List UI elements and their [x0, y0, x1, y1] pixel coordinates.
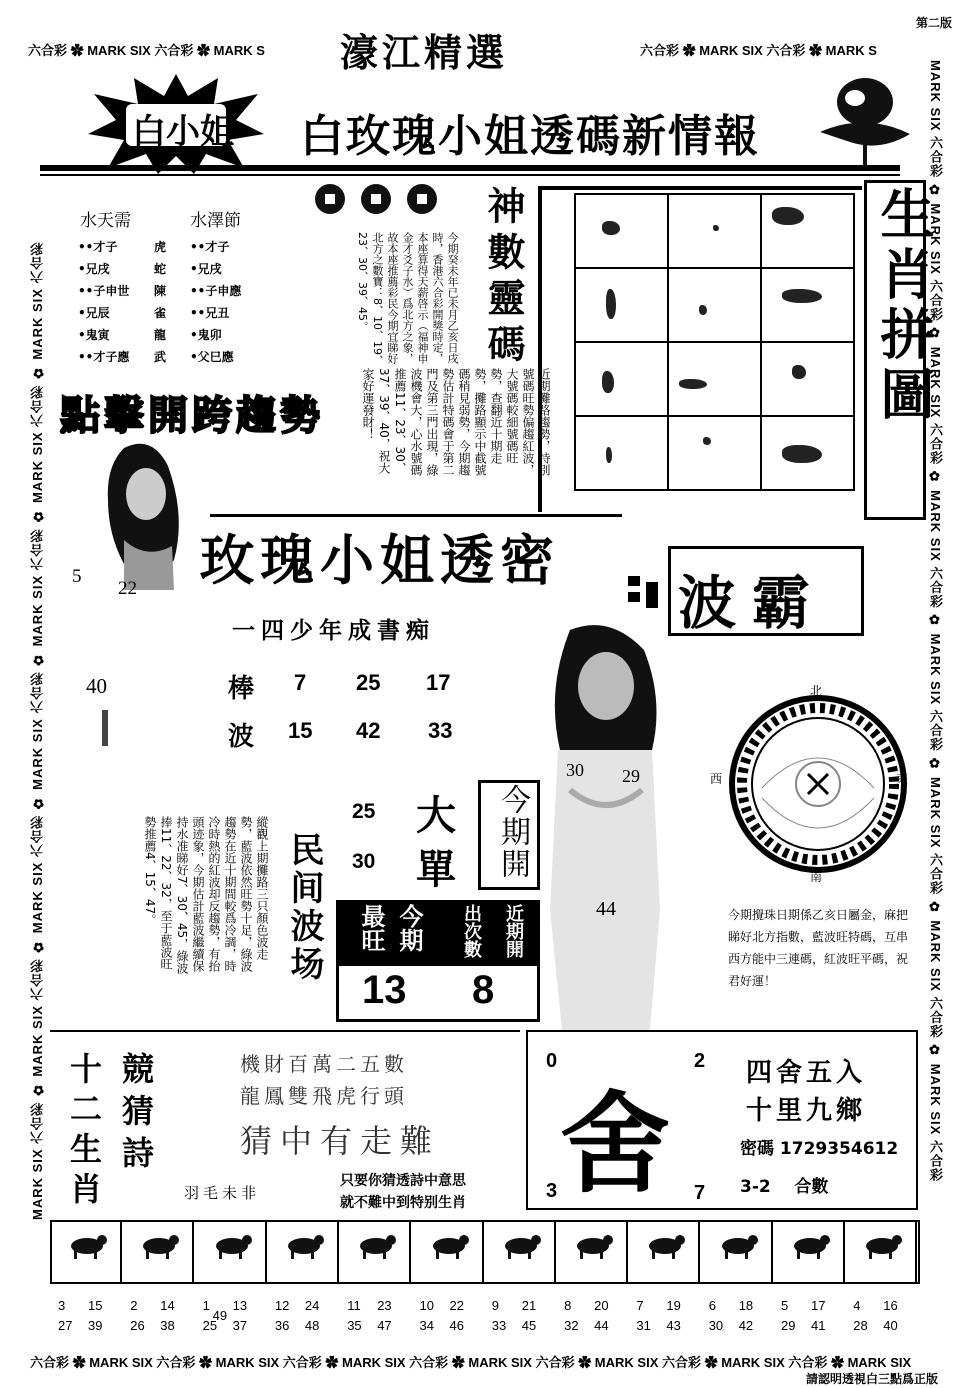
- zodiac-number: 24: [304, 1298, 320, 1313]
- zodiac-number: 1: [202, 1298, 210, 1313]
- zodiac-animal-icon: [717, 1230, 759, 1260]
- zodiac-animal-icon: [283, 1230, 325, 1260]
- zodiac-number: 29: [781, 1318, 796, 1333]
- zodiac-number: 5: [781, 1298, 789, 1313]
- zodiac-number: 35: [347, 1318, 362, 1333]
- zodiac-animal-icon: [355, 1230, 397, 1260]
- poem-mid-char: 詩: [122, 1134, 155, 1172]
- zodiac-cell: [775, 1222, 845, 1282]
- photo-number-30: 30: [566, 760, 584, 780]
- poem-hint-2: 就不難中到特别生肖: [340, 1195, 466, 1211]
- left-side-strip: MARK SIX 六合彩 ✿ MARK SIX 六合彩 ✿ MARK SIX 六合彩 ✿ MARK SIX 六合彩 ✿ MARK SIX 六合彩 ✿ MARK SIX 六合彩 ✿ MARK SIX 六合彩: [30, 241, 45, 1220]
- zodiac-animal-icon: [789, 1230, 831, 1260]
- stat-13: 13: [362, 968, 407, 1012]
- zodiac-number: 34: [419, 1318, 434, 1333]
- hexagram-animal: 雀: [154, 306, 167, 320]
- hexagram-animal: 蛇: [154, 262, 167, 276]
- zodiac-cell: [197, 1222, 267, 1282]
- zodiac-number: 7: [636, 1298, 644, 1313]
- poem-hint-1: 只要你猜透詩中意思: [340, 1173, 466, 1189]
- banner-rule: [210, 514, 622, 517]
- poem-mid-char: 競: [122, 1050, 155, 1088]
- zodiac-number: 18: [738, 1298, 754, 1313]
- grid-cell: [575, 194, 668, 268]
- zodiac-animal-icon: [500, 1230, 542, 1260]
- riddle-number-40: 40: [86, 674, 107, 698]
- zodiac-number: 45: [521, 1318, 537, 1333]
- bang-label: 棒: [228, 674, 255, 704]
- zodiac-number: 43: [666, 1318, 681, 1333]
- woman-photo-center: [540, 620, 670, 1030]
- grid-cell: [761, 194, 854, 268]
- zodiac-cell: [269, 1222, 339, 1282]
- she-number-3: 3: [546, 1180, 558, 1202]
- compass-icon: [722, 688, 914, 880]
- zodiac-animal-icon: [572, 1230, 614, 1260]
- zodiac-number: 8: [564, 1298, 572, 1313]
- zodiac-cell: [414, 1222, 484, 1282]
- hexagram-right-title: 水澤節: [190, 211, 241, 231]
- subtitle: 白玫瑰小姐透碼新情報: [300, 111, 760, 162]
- zodiac-cell: [703, 1222, 773, 1282]
- jin-qi-label: 今期: [395, 904, 424, 952]
- hexagram-line: •兄戌: [78, 262, 110, 276]
- zui-wang-label: 最旺: [357, 904, 386, 952]
- da-label: 大: [416, 792, 456, 839]
- hexagram-animal: 武: [154, 350, 167, 364]
- zodiac-number: 15: [88, 1298, 103, 1313]
- grid-cell: [761, 268, 854, 342]
- zodiac-number: 14: [160, 1298, 175, 1313]
- zodiac-animal-icon: [428, 1230, 470, 1260]
- folk-number-25: 25: [352, 800, 376, 823]
- zodiac-cell: [558, 1222, 628, 1282]
- zodiac-number: 2: [130, 1298, 138, 1313]
- zodiac-animal-icon: [138, 1230, 180, 1260]
- zodiac-number: 41: [811, 1318, 826, 1333]
- zodiac-number: 16: [883, 1298, 898, 1313]
- hexagram-line: •鬼寅: [78, 328, 110, 342]
- folk-title: 民间波场: [284, 832, 324, 984]
- zodiac-animal-icon: [66, 1230, 108, 1260]
- zodiac-number: 49: [212, 1308, 228, 1323]
- hexagram-animal: 龍: [154, 328, 167, 342]
- grid-cell: [668, 268, 761, 342]
- zodiac-number: 32: [564, 1318, 579, 1333]
- footer-strip: 六合彩 ✿ MARK SIX 六合彩 ✿ MARK SIX 六合彩 ✿ MARK SIX 六合彩 ✿ MARK SIX 六合彩 ✿ MARK SIX 六合彩 ✿ MARK SIX 六合彩 ✿ MARK SIX: [30, 1355, 912, 1370]
- recent-open-label: 近期開: [503, 904, 524, 958]
- hexagram-line: ••子申世: [78, 284, 130, 298]
- bang-number: 17: [426, 670, 451, 695]
- she-number-2: 2: [694, 1050, 706, 1072]
- zodiac-number: 9: [491, 1298, 500, 1313]
- woman-photo-left: [94, 440, 194, 590]
- she-character: 舍: [560, 1079, 670, 1208]
- zodiac-puzzle-title: 生肖拼圖: [872, 186, 936, 426]
- zodiac-number: 42: [738, 1318, 754, 1333]
- trend-title: 點擊開跨趨勢: [60, 392, 324, 439]
- dan-label: 單: [416, 846, 456, 893]
- zodiac-cell: [124, 1222, 194, 1282]
- rose-banner-text: 玫瑰小姐透密: [200, 528, 560, 592]
- zodiac-number: 39: [88, 1318, 103, 1333]
- zodiac-number: 4: [853, 1298, 861, 1313]
- she-phrase-2: 十里九鄉: [746, 1096, 867, 1126]
- page-title: 濠江精選: [340, 30, 509, 75]
- riddle-mark: [102, 710, 108, 746]
- zodiac-cell: [486, 1222, 556, 1282]
- grid-cell: [575, 268, 668, 342]
- poem-line-2: 龍鳳雙飛虎行頭: [240, 1084, 408, 1108]
- zodiac-number: 13: [232, 1298, 248, 1313]
- bang-number: 25: [356, 670, 381, 695]
- hexagram-line: •父巳應: [190, 350, 234, 364]
- shenshu-title: 神數靈碼: [481, 186, 526, 370]
- photo-number-29: 29: [622, 766, 640, 786]
- bang-number: 7: [294, 670, 307, 695]
- compass-note: 今期攪珠日期係乙亥日屬金，麻把睇好北方指數，藍波旺特碼，互串西方能中三連碼，紅波旺平碼，祝君好運！: [728, 908, 909, 988]
- zodiac-number: 23: [377, 1298, 392, 1313]
- banner-number-22: 22: [118, 578, 137, 599]
- zodiac-number: 48: [304, 1318, 320, 1333]
- zodiac-number: 3: [58, 1298, 66, 1313]
- zodiac-number: 6: [708, 1298, 716, 1313]
- zodiac-number: 38: [160, 1318, 175, 1333]
- zodiac-number: 30: [708, 1318, 724, 1333]
- zodiac-number: 47: [377, 1318, 392, 1333]
- header-rule: [40, 165, 900, 171]
- zodiac-number: 22: [449, 1298, 464, 1313]
- poem-line-4: 羽毛未非: [184, 1184, 261, 1202]
- she-code: 密碼 1729354612: [740, 1139, 899, 1159]
- shenshu-text: 今期癸未年已未月乙亥日戌時，香港六合彩開獎時定，本座算得天薪啓示（福神申金才爻子水）爲北方之象，故本座推薦彩民今期宜睇好北方之數寶：8、10、19、23、30、39、45。: [356, 232, 459, 366]
- zodiac-animal-icon: [861, 1230, 903, 1260]
- folk-text: 縱觀上期攤路三只顏色波走勢，藍波依然旺勢十足，綠波趨勢在近十期間較爲冷調，時冷時熱的紅波却反趨勢，有抬頭迹象，今期估計藍波繼續保持水准睇好7、30、45，綠波捧11、22、32，至于藍波旺勢推薦4、15、47。: [143, 816, 269, 975]
- chu-ci-shu-label: 出次數: [461, 904, 482, 958]
- poem-mid-char: 猜: [122, 1092, 155, 1130]
- she-number-0: 0: [546, 1050, 558, 1072]
- right-side-strip: MARK SIX 六合彩 ✿ MARK SIX 六合彩 ✿ MARK SIX 六合彩 ✿ MARK SIX 六合彩 ✿ MARK SIX 六合彩 ✿ MARK SIX 六合彩 ✿ MARK SIX 六合彩 ✿ MARK SIX 六合彩: [928, 60, 943, 1182]
- zodiac-number: 40: [883, 1318, 898, 1333]
- zodiac-number: 11: [347, 1298, 361, 1313]
- poem-left-char: 二: [70, 1090, 103, 1128]
- zodiac-cell: [341, 1222, 411, 1282]
- grid-cell: [761, 416, 854, 490]
- hexagram-line: ••才子: [190, 240, 230, 254]
- poem-left-char: 肖: [70, 1170, 103, 1208]
- hexagram-left-title: 水天需: [80, 211, 131, 231]
- zodiac-number: 19: [666, 1298, 681, 1313]
- coins-icon: [312, 182, 440, 220]
- compass-north: 北: [810, 684, 823, 698]
- photo-number-44: 44: [596, 898, 616, 920]
- zodiac-number: 44: [594, 1318, 609, 1333]
- badge-text: 白小姐: [132, 112, 234, 152]
- hexagram-line: ••才子: [78, 240, 118, 254]
- rose-icon: [810, 72, 920, 172]
- hexagram-line: •兄戌: [190, 262, 222, 276]
- compass-west: 西: [710, 772, 723, 786]
- grid-cell: [668, 194, 761, 268]
- grid-cell: [668, 416, 761, 490]
- zodiac-animal-icon: [644, 1230, 686, 1260]
- bo-number: 42: [356, 718, 381, 743]
- zodiac-animal-icon: [211, 1230, 253, 1260]
- header-rule-thin: [40, 174, 900, 176]
- zodiac-number: 26: [130, 1318, 145, 1333]
- trend-text: 近期攤路趨勢，特別號碼旺勢偏趨紅波，大號碼較細號碼旺勢，查翻近十期走勢，攤路顯示中截號碼稍見弱勢，今期趨勢估計特碼會于第二門及第三門出現，綠波機會大，心水號碼推薦11、23、30、37、39、40，祝大家好運發財！: [361, 368, 551, 476]
- zodiac-number: 37: [232, 1318, 248, 1333]
- header-strip-right: 六合彩 ✿ MARK SIX 六合彩 ✿ MARK S: [640, 43, 877, 58]
- grid-cell: [575, 416, 668, 490]
- compass-south: 南: [810, 870, 823, 884]
- badge-burst: [88, 74, 264, 174]
- page-tag: 第二版: [915, 16, 952, 30]
- zodiac-grid: [574, 193, 855, 491]
- hexagram-line: ••才子應: [78, 350, 130, 364]
- bo-number: 15: [288, 718, 313, 743]
- hexagram-line: ••子申應: [190, 284, 242, 298]
- boba-mark: [626, 572, 668, 614]
- section-rule: [50, 1030, 520, 1032]
- hexagram-line: •兄辰: [78, 306, 110, 320]
- zodiac-number: 10: [419, 1298, 434, 1313]
- poem-line-3: 猜中有走難: [240, 1122, 441, 1160]
- hexagram-line: •鬼卯: [190, 328, 222, 342]
- zodiac-cell: [52, 1222, 122, 1282]
- zodiac-number: 33: [491, 1318, 507, 1333]
- hexagram-animal: 虎: [154, 240, 167, 254]
- compass-wheel: [722, 688, 914, 880]
- compass-east: 東: [896, 772, 909, 786]
- grid-cell: [575, 342, 668, 416]
- riddle-line: 一四少年成書痴: [232, 617, 435, 644]
- zodiac-number: 20: [594, 1298, 609, 1313]
- zodiac-number: 31: [636, 1318, 651, 1333]
- hexagram-animal: 陳: [154, 284, 167, 298]
- bo-number: 33: [428, 718, 453, 743]
- she-heshu: 3-2 合數: [740, 1177, 829, 1197]
- footer-note: 請認明透視白三點爲正版: [805, 1372, 938, 1386]
- zodiac-number: 12: [274, 1298, 290, 1313]
- zodiac-number: 27: [58, 1318, 73, 1333]
- hexagram-line: ••兄丑: [190, 306, 230, 320]
- grid-cell: [668, 342, 761, 416]
- banner-number-5: 5: [72, 566, 82, 587]
- header-strip-left: 六合彩 ✿ MARK SIX 六合彩 ✿ MARK S: [28, 43, 265, 58]
- zodiac-number: 46: [449, 1318, 464, 1333]
- zodiac-number: 36: [274, 1318, 290, 1333]
- poem-line-1: 機財百萬二五數: [240, 1052, 408, 1076]
- poem-left-char: 十: [70, 1050, 103, 1088]
- boba-title: 波霸: [678, 569, 827, 637]
- zodiac-number: 17: [811, 1298, 826, 1313]
- jinqi-label: 今期開: [495, 784, 530, 880]
- she-number-7: 7: [694, 1182, 706, 1204]
- stat-8: 8: [472, 968, 495, 1012]
- poem-left-char: 生: [70, 1130, 103, 1168]
- zodiac-number: 21: [521, 1298, 537, 1313]
- folk-number-30: 30: [352, 850, 376, 873]
- zodiac-number: 25: [202, 1318, 218, 1333]
- bo-label: 波: [228, 722, 255, 752]
- she-phrase-1: 四舍五入: [746, 1058, 867, 1088]
- grid-cell: [761, 342, 854, 416]
- zodiac-number: 28: [853, 1318, 868, 1333]
- zodiac-cell: [847, 1222, 917, 1282]
- zodiac-cell: [630, 1222, 700, 1282]
